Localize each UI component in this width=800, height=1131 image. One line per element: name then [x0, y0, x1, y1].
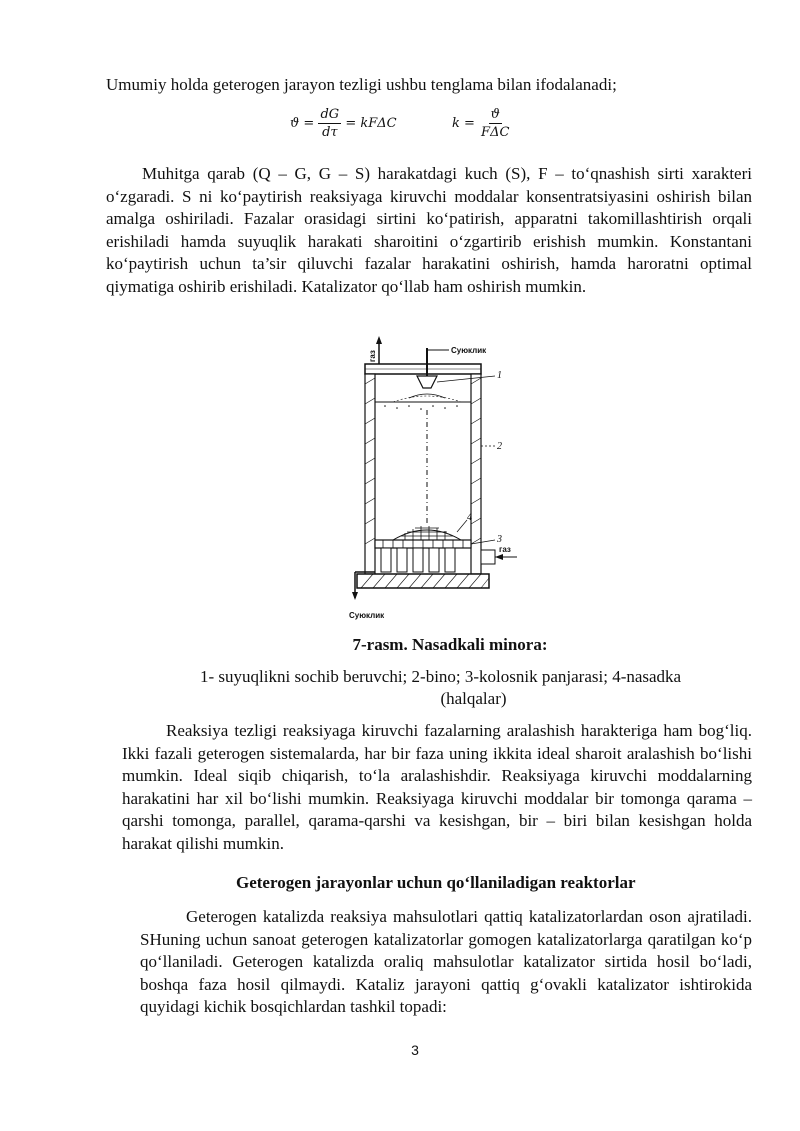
rate-equation: [290, 106, 397, 141]
liquid-sprayer: [417, 376, 437, 388]
marker-3: 3: [497, 534, 502, 545]
paragraph-mixing: Reaksiya tezligi reaksiyaga kiruvchi fazalarning aralashish harakteriga ham bog‘liq. Ikki fazali geterogen sistemalarda, har bir faza uning ikkita ideal sharoit aralashish bo‘lishi mumkin. Ideal siqib chiqarish, to‘la aralashishdir. Reaksiyaga kiruvchi moddalarning harakatini har xil bo‘lishi mumkin. Reaksiyaga kiruvchi moddalar bir tomonga qarama – qarshi tomonga, parallel, qarama-qarshi va kesishgan, bir – biri bilan kesishgan holda harakat qilishi mumkin.: [122, 721, 752, 853]
section-heading: Geterogen jarayonlar uchun qo‘llaniladigan reaktorlar: [236, 873, 636, 892]
tower-wall-left: [365, 374, 375, 574]
rate-fraction-denominator: dτ: [322, 125, 338, 140]
packing-rings: [393, 526, 461, 540]
figure-legend: [200, 666, 735, 710]
grate-supports: [381, 548, 455, 572]
gas-inlet-pipe: [481, 550, 495, 564]
constant-equation: [452, 106, 511, 141]
intro-text: Umumiy holda geterogen jarayon tezligi ushbu tenglama bilan ifodalanadi;: [106, 75, 617, 94]
label-gas-right: газ: [499, 545, 511, 554]
rate-formula: [290, 106, 520, 154]
constant-fraction: [479, 106, 511, 141]
constant-lhs: k =: [452, 116, 475, 131]
paragraph-driving-force: Muhitga qarab (Q – G, G – S) harakatdagi kuch (S), F – to‘qnashish sirti xarakteri o‘zgaradi. S ni ko‘paytirish reaksiyaga kiruvchi moddalar konsentratsiyasini oshirish bilan amalga oshiriladi. Fazalar orasidagi sirtini ko‘patirish, apparatni takomillashtirish orqali erishiladi hamda suyuqlik harakati sharoitini o‘zgartirib erishish mumkin. Konstantani ko‘paytirish uchun ta’sir qiluvchi fazalar harakatini oshirish, hamda haroratni optimal qiymatiga oshirib erishiladi. Katalizator qo‘llab ham oshirish mumkin.: [106, 164, 752, 296]
rate-rhs: = kFΔC: [345, 116, 397, 131]
figure-legend-line1: 1- suyuqlikni sochib beruvchi; 2-bino; 3-kolosnik panjarasi; 4-nasadka: [200, 667, 682, 686]
packed-tower-diagram: [345, 336, 535, 622]
figure-legend-line2: (halqalar): [440, 689, 507, 708]
page-number: 3: [411, 1042, 419, 1058]
rate-fraction-numerator: dG: [320, 107, 340, 122]
marker-1: 1: [497, 370, 502, 381]
constant-fraction-numerator: ϑ: [490, 107, 500, 122]
rate-fraction: [318, 106, 341, 141]
gas-outlet-arrow: [376, 336, 382, 344]
figure-caption: 7-rasm. Nasadkali minora:: [352, 635, 548, 654]
label-liquid-top: Суюклик: [451, 346, 487, 355]
marker-2: 2: [497, 441, 502, 452]
label-gas-top: газ: [368, 350, 377, 362]
paragraph-catalysis: Geterogen katalizda reaksiya mahsulotlari qattiq katalizatorlardan oson ajratiladi. SHuning uchun sanoat geterogen katalizatorlar gomogen katalizatorlarga qaratilgan ko‘p qo‘llaniladi. Geterogen katalizda oraliq mahsulotlar katalizator sirtida hosil bo‘ladi, boshqa faza hosil qilmaydi. Kataliz jarayoni qattiq g‘ovakli katalizator ishtirokida quyidagi kichik bosqichlardan tashkil topadi:: [140, 907, 752, 1016]
liquid-outlet-arrow: [352, 592, 358, 600]
marker-4: 4: [467, 512, 472, 523]
constant-fraction-denominator: FΔC: [481, 125, 510, 140]
label-liquid-bottom: Суюклик: [349, 611, 385, 620]
rate-lhs: ϑ =: [290, 116, 315, 131]
